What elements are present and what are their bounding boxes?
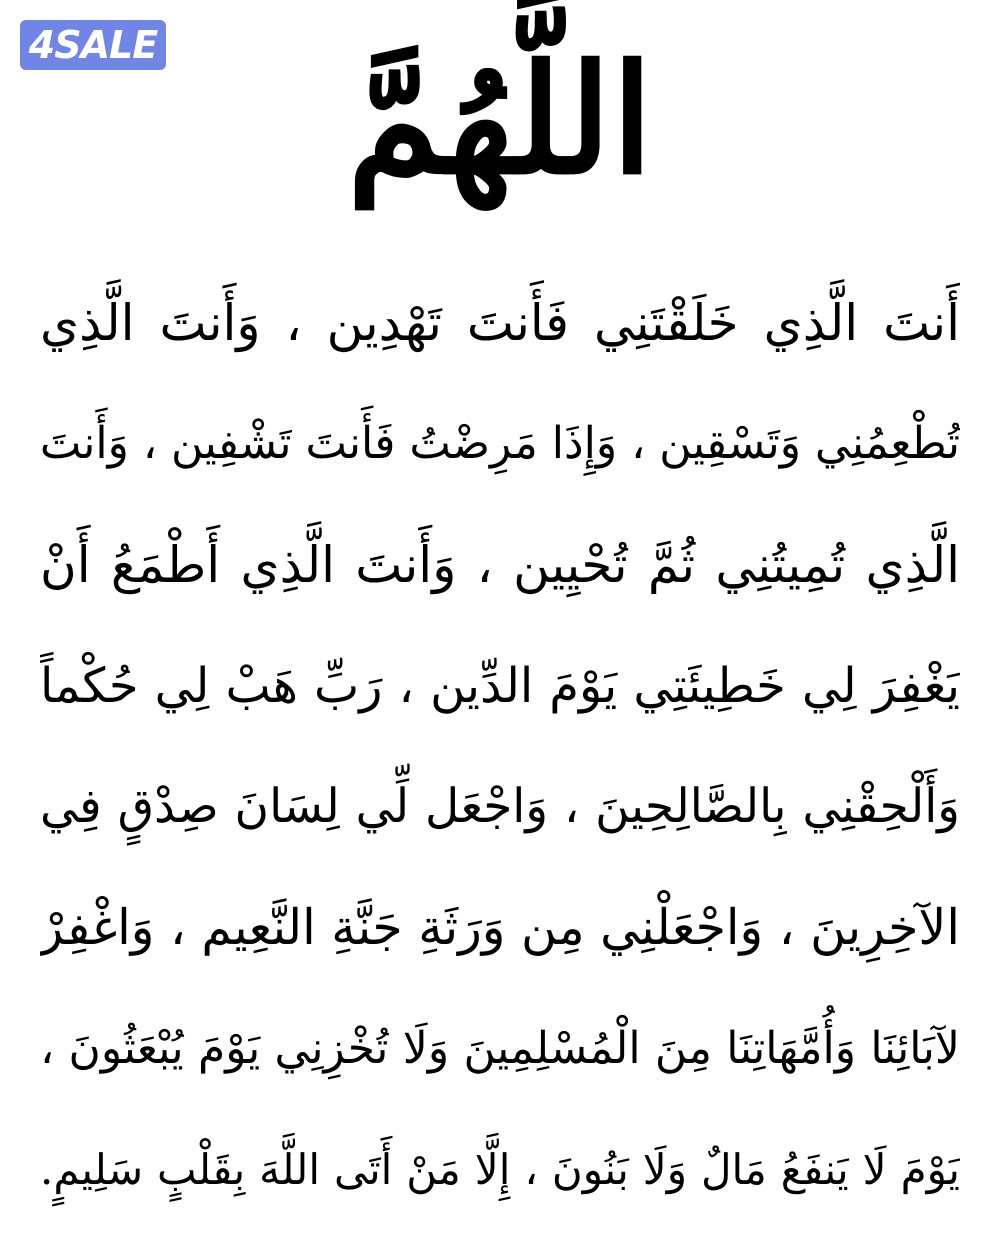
watermark-text: 4SALE [28, 23, 158, 67]
prayer-text [40, 262, 960, 1230]
prayer-line: أَنتَ الَّذِي خَلَقْتَنِي فَأَنتَ تَهْدِين ، وَأَنتَ الَّذِي [40, 293, 960, 352]
page-title: اللَّهُمَّ [347, 32, 654, 208]
prayer-line: يَغْفِرَ لِي خَطِيئَتِي يَوْمَ الدِّين ، رَبِّ هَبْ لِي حُكْماً [40, 657, 960, 714]
prayer-line: لآبَائِنَا وَأُمَّهَاتِنَا مِنَ الْمُسْلِمِينَ وَلَا تُخْزِنِي يَوْمَ يُبْعَثُونَ ، [40, 1023, 960, 1074]
prayer-line: وَأَلْحِقْنِي بِالصَّالِحِينَ ، وَاجْعَل لِّي لِسَانَ صِدْقٍ فِي [40, 779, 960, 834]
prayer-line: الآخِرِينَ ، وَاجْعَلْنِي مِن وَرَثَةِ جَنَّةِ النَّعِيم ، وَاغْفِرْ [40, 899, 960, 956]
prayer-line: يَوْمَ لَا يَنفَعُ مَالٌ وَلَا بَنُونَ ، إِلَّا مَنْ أَتَى اللَّهَ بِقَلْبٍ سَلِيمٍ. [40, 1145, 960, 1194]
prayer-line: الَّذِي تُمِيتُنِي ثُمَّ تُحْيِين ، وَأَنتَ الَّذِي أَطْمَعُ أَنْ [40, 535, 960, 594]
prayer-line: تُطْعِمُنِي وَتَسْقِين ، وَإِذَا مَرِضْتُ فَأَنتَ تَشْفِين ، وَأَنتَ [40, 418, 960, 469]
